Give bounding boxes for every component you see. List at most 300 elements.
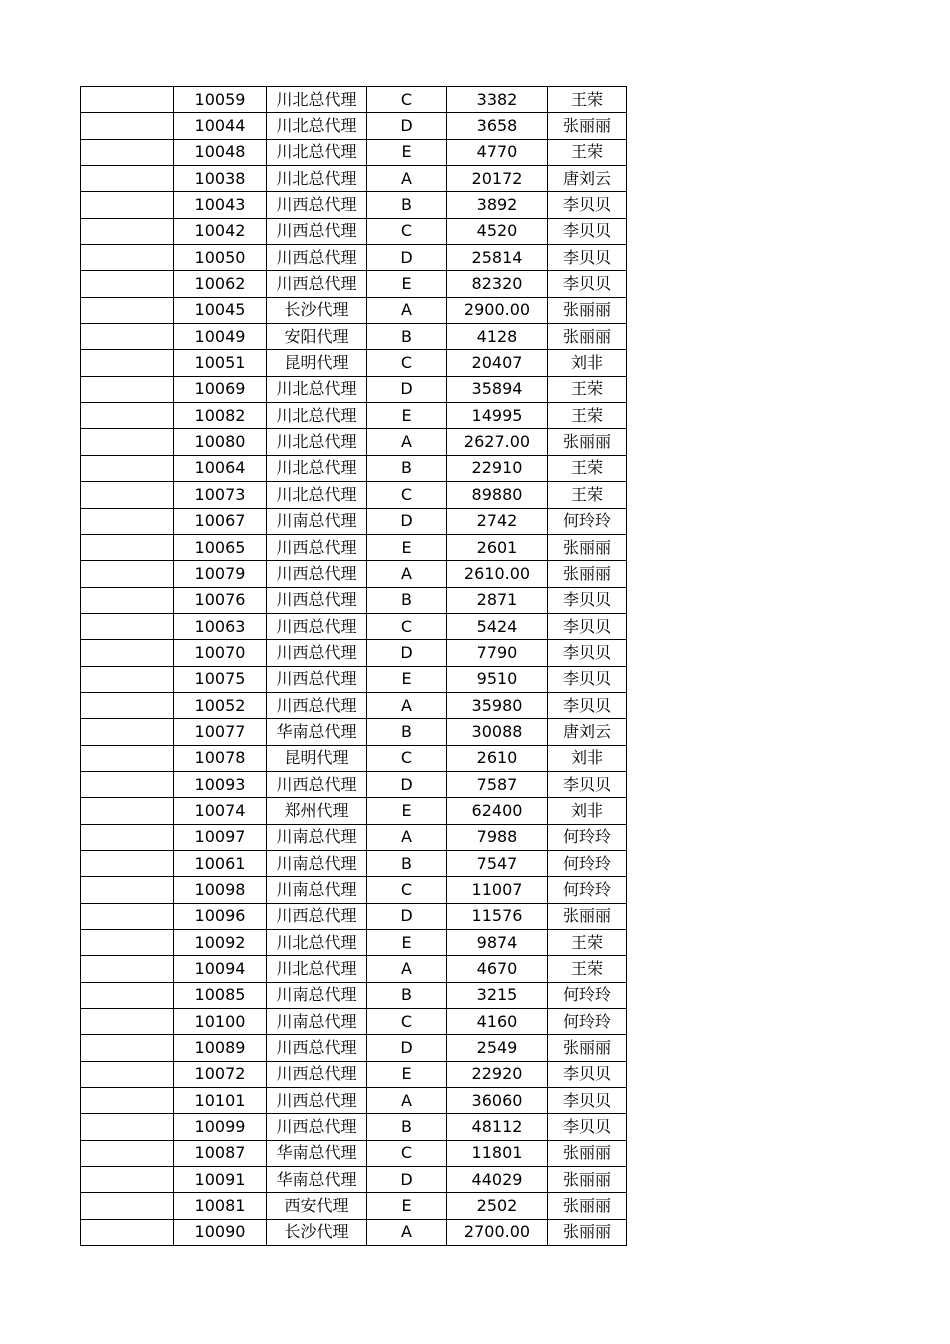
table-row xyxy=(81,166,627,192)
salesperson-cell[interactable]: 王荣 xyxy=(548,455,627,481)
table-row xyxy=(81,1219,627,1245)
order-id-cell[interactable]: 10067 xyxy=(174,508,267,534)
order-id-cell[interactable]: 10072 xyxy=(174,1061,267,1087)
agent-cell[interactable]: 华南总代理 xyxy=(267,1167,367,1193)
order-id-cell[interactable]: 10062 xyxy=(174,271,267,297)
grade-cell[interactable]: B xyxy=(367,324,447,350)
salesperson-cell[interactable]: 李贝贝 xyxy=(548,1061,627,1087)
blank-cell[interactable] xyxy=(81,1009,174,1035)
salesperson-cell[interactable]: 李贝贝 xyxy=(548,218,627,244)
grade-cell[interactable]: D xyxy=(367,903,447,929)
table-row xyxy=(81,376,627,402)
salesperson-cell[interactable]: 李贝贝 xyxy=(548,192,627,218)
amount-cell[interactable]: 2610 xyxy=(447,745,548,771)
salesperson-cell[interactable]: 刘非 xyxy=(548,798,627,824)
table-row xyxy=(81,324,627,350)
amount-cell[interactable]: 20407 xyxy=(447,350,548,376)
amount-cell[interactable]: 14995 xyxy=(447,403,548,429)
blank-cell[interactable] xyxy=(81,903,174,929)
order-id-cell[interactable]: 10080 xyxy=(174,429,267,455)
agent-cell[interactable]: 川西总代理 xyxy=(267,587,367,613)
amount-cell[interactable]: 11576 xyxy=(447,903,548,929)
amount-cell[interactable]: 2700.00 xyxy=(447,1219,548,1245)
agent-cell[interactable]: 川西总代理 xyxy=(267,271,367,297)
amount-cell[interactable]: 2601 xyxy=(447,534,548,560)
blank-cell[interactable] xyxy=(81,719,174,745)
grade-cell[interactable]: E xyxy=(367,930,447,956)
amount-cell[interactable]: 2900.00 xyxy=(447,297,548,323)
order-id-cell[interactable]: 10074 xyxy=(174,798,267,824)
blank-cell[interactable] xyxy=(81,877,174,903)
grade-cell[interactable]: D xyxy=(367,1167,447,1193)
amount-cell[interactable]: 2871 xyxy=(447,587,548,613)
blank-cell[interactable] xyxy=(81,508,174,534)
order-id-cell[interactable]: 10098 xyxy=(174,877,267,903)
table-row xyxy=(81,139,627,165)
grade-cell[interactable]: D xyxy=(367,113,447,139)
blank-cell[interactable] xyxy=(81,1193,174,1219)
blank-cell[interactable] xyxy=(81,534,174,560)
blank-cell[interactable] xyxy=(81,113,174,139)
blank-cell[interactable] xyxy=(81,455,174,481)
agent-cell[interactable]: 川西总代理 xyxy=(267,1088,367,1114)
table-row xyxy=(81,903,627,929)
grade-cell[interactable]: B xyxy=(367,192,447,218)
salesperson-cell[interactable]: 王荣 xyxy=(548,482,627,508)
grade-cell[interactable]: A xyxy=(367,824,447,850)
amount-cell[interactable]: 82320 xyxy=(447,271,548,297)
blank-cell[interactable] xyxy=(81,930,174,956)
amount-cell[interactable]: 9510 xyxy=(447,666,548,692)
salesperson-cell[interactable]: 张丽丽 xyxy=(548,1140,627,1166)
grade-cell[interactable]: C xyxy=(367,877,447,903)
agent-cell[interactable]: 长沙代理 xyxy=(267,297,367,323)
agent-cell[interactable]: 川北总代理 xyxy=(267,113,367,139)
table-row xyxy=(81,113,627,139)
blank-cell[interactable] xyxy=(81,429,174,455)
order-id-cell[interactable]: 10045 xyxy=(174,297,267,323)
grade-cell[interactable]: A xyxy=(367,429,447,455)
agent-cell[interactable]: 川北总代理 xyxy=(267,403,367,429)
order-id-cell[interactable]: 10077 xyxy=(174,719,267,745)
amount-cell[interactable]: 7790 xyxy=(447,640,548,666)
amount-cell[interactable]: 30088 xyxy=(447,719,548,745)
blank-cell[interactable] xyxy=(81,956,174,982)
agent-cell[interactable]: 川北总代理 xyxy=(267,139,367,165)
blank-cell[interactable] xyxy=(81,166,174,192)
salesperson-cell[interactable]: 唐刘云 xyxy=(548,166,627,192)
grade-cell[interactable]: E xyxy=(367,139,447,165)
amount-cell[interactable]: 4160 xyxy=(447,1009,548,1035)
order-id-cell[interactable]: 10061 xyxy=(174,850,267,876)
order-id-cell[interactable]: 10101 xyxy=(174,1088,267,1114)
agent-cell[interactable]: 川西总代理 xyxy=(267,245,367,271)
amount-cell[interactable]: 44029 xyxy=(447,1167,548,1193)
table-row xyxy=(81,455,627,481)
table-row xyxy=(81,1193,627,1219)
amount-cell[interactable]: 7988 xyxy=(447,824,548,850)
agent-cell[interactable]: 川北总代理 xyxy=(267,455,367,481)
order-id-cell[interactable]: 10059 xyxy=(174,87,267,113)
table-body xyxy=(81,87,627,1246)
blank-cell[interactable] xyxy=(81,1088,174,1114)
grade-cell[interactable]: A xyxy=(367,166,447,192)
agent-cell[interactable]: 华南总代理 xyxy=(267,719,367,745)
salesperson-cell[interactable]: 张丽丽 xyxy=(548,1193,627,1219)
amount-cell[interactable]: 3382 xyxy=(447,87,548,113)
amount-cell[interactable]: 36060 xyxy=(447,1088,548,1114)
salesperson-cell[interactable]: 何玲玲 xyxy=(548,1009,627,1035)
table-row xyxy=(81,218,627,244)
agent-cell[interactable]: 川西总代理 xyxy=(267,192,367,218)
grade-cell[interactable]: B xyxy=(367,982,447,1008)
order-id-cell[interactable]: 10052 xyxy=(174,692,267,718)
blank-cell[interactable] xyxy=(81,666,174,692)
salesperson-cell[interactable]: 李贝贝 xyxy=(548,613,627,639)
agent-cell[interactable]: 长沙代理 xyxy=(267,1219,367,1245)
amount-cell[interactable]: 2610.00 xyxy=(447,561,548,587)
blank-cell[interactable] xyxy=(81,850,174,876)
agent-cell[interactable]: 川西总代理 xyxy=(267,218,367,244)
order-id-cell[interactable]: 10063 xyxy=(174,613,267,639)
salesperson-cell[interactable]: 王荣 xyxy=(548,87,627,113)
order-id-cell[interactable]: 10079 xyxy=(174,561,267,587)
salesperson-cell[interactable]: 李贝贝 xyxy=(548,271,627,297)
order-id-cell[interactable]: 10065 xyxy=(174,534,267,560)
order-id-cell[interactable]: 10091 xyxy=(174,1167,267,1193)
salesperson-cell[interactable]: 唐刘云 xyxy=(548,719,627,745)
agent-cell[interactable]: 川西总代理 xyxy=(267,1061,367,1087)
order-id-cell[interactable]: 10043 xyxy=(174,192,267,218)
amount-cell[interactable]: 62400 xyxy=(447,798,548,824)
agent-cell[interactable]: 川西总代理 xyxy=(267,613,367,639)
table-row xyxy=(81,798,627,824)
salesperson-cell[interactable]: 何玲玲 xyxy=(548,982,627,1008)
agent-cell[interactable]: 川西总代理 xyxy=(267,692,367,718)
blank-cell[interactable] xyxy=(81,1114,174,1140)
order-id-cell[interactable]: 10049 xyxy=(174,324,267,350)
agent-cell[interactable]: 川北总代理 xyxy=(267,429,367,455)
order-id-cell[interactable]: 10069 xyxy=(174,376,267,402)
grade-cell[interactable]: D xyxy=(367,245,447,271)
grade-cell[interactable]: A xyxy=(367,956,447,982)
amount-cell[interactable]: 20172 xyxy=(447,166,548,192)
grade-cell[interactable]: D xyxy=(367,508,447,534)
table-row xyxy=(81,350,627,376)
blank-cell[interactable] xyxy=(81,692,174,718)
table-row xyxy=(81,192,627,218)
blank-cell[interactable] xyxy=(81,271,174,297)
agent-cell[interactable]: 川南总代理 xyxy=(267,824,367,850)
grade-cell[interactable]: C xyxy=(367,218,447,244)
grade-cell[interactable]: E xyxy=(367,1061,447,1087)
amount-cell[interactable]: 22910 xyxy=(447,455,548,481)
agent-cell[interactable]: 川西总代理 xyxy=(267,903,367,929)
order-id-cell[interactable]: 10075 xyxy=(174,666,267,692)
grade-cell[interactable]: A xyxy=(367,1088,447,1114)
order-id-cell[interactable]: 10089 xyxy=(174,1035,267,1061)
grade-cell[interactable]: E xyxy=(367,798,447,824)
blank-cell[interactable] xyxy=(81,587,174,613)
agent-cell[interactable]: 郑州代理 xyxy=(267,798,367,824)
blank-cell[interactable] xyxy=(81,87,174,113)
salesperson-cell[interactable]: 李贝贝 xyxy=(548,1114,627,1140)
table-row xyxy=(81,403,627,429)
grade-cell[interactable]: D xyxy=(367,1035,447,1061)
amount-cell[interactable]: 22920 xyxy=(447,1061,548,1087)
blank-cell[interactable] xyxy=(81,218,174,244)
amount-cell[interactable]: 3658 xyxy=(447,113,548,139)
grade-cell[interactable]: C xyxy=(367,1140,447,1166)
grade-cell[interactable]: B xyxy=(367,455,447,481)
agent-cell[interactable]: 川西总代理 xyxy=(267,1114,367,1140)
spreadsheet-table xyxy=(80,86,627,1246)
salesperson-cell[interactable]: 张丽丽 xyxy=(548,429,627,455)
amount-cell[interactable]: 2502 xyxy=(447,1193,548,1219)
agent-cell[interactable]: 川西总代理 xyxy=(267,534,367,560)
table-row xyxy=(81,956,627,982)
table-row xyxy=(81,87,627,113)
order-id-cell[interactable]: 10082 xyxy=(174,403,267,429)
table-row xyxy=(81,1114,627,1140)
table-row xyxy=(81,850,627,876)
blank-cell[interactable] xyxy=(81,139,174,165)
order-id-cell[interactable]: 10092 xyxy=(174,930,267,956)
table-row xyxy=(81,1088,627,1114)
table-row xyxy=(81,930,627,956)
grade-cell[interactable]: C xyxy=(367,745,447,771)
order-id-cell[interactable]: 10093 xyxy=(174,771,267,797)
agent-cell[interactable]: 川北总代理 xyxy=(267,376,367,402)
table-row xyxy=(81,429,627,455)
blank-cell[interactable] xyxy=(81,1219,174,1245)
salesperson-cell[interactable]: 张丽丽 xyxy=(548,561,627,587)
order-id-cell[interactable]: 10100 xyxy=(174,1009,267,1035)
grade-cell[interactable]: C xyxy=(367,482,447,508)
amount-cell[interactable]: 35894 xyxy=(447,376,548,402)
salesperson-cell[interactable]: 何玲玲 xyxy=(548,850,627,876)
grade-cell[interactable]: C xyxy=(367,350,447,376)
blank-cell[interactable] xyxy=(81,982,174,1008)
order-id-cell[interactable]: 10094 xyxy=(174,956,267,982)
amount-cell[interactable]: 2549 xyxy=(447,1035,548,1061)
salesperson-cell[interactable]: 李贝贝 xyxy=(548,587,627,613)
salesperson-cell[interactable]: 李贝贝 xyxy=(548,771,627,797)
grade-cell[interactable]: C xyxy=(367,613,447,639)
table-row xyxy=(81,824,627,850)
blank-cell[interactable] xyxy=(81,745,174,771)
amount-cell[interactable]: 11801 xyxy=(447,1140,548,1166)
grade-cell[interactable]: E xyxy=(367,1193,447,1219)
grade-cell[interactable]: C xyxy=(367,87,447,113)
agent-cell[interactable]: 川南总代理 xyxy=(267,1009,367,1035)
agent-cell[interactable]: 川北总代理 xyxy=(267,956,367,982)
grade-cell[interactable]: A xyxy=(367,692,447,718)
amount-cell[interactable]: 4128 xyxy=(447,324,548,350)
amount-cell[interactable]: 35980 xyxy=(447,692,548,718)
grade-cell[interactable]: D xyxy=(367,376,447,402)
table-row xyxy=(81,613,627,639)
order-id-cell[interactable]: 10085 xyxy=(174,982,267,1008)
salesperson-cell[interactable]: 张丽丽 xyxy=(548,113,627,139)
blank-cell[interactable] xyxy=(81,297,174,323)
agent-cell[interactable]: 川西总代理 xyxy=(267,640,367,666)
grade-cell[interactable]: B xyxy=(367,587,447,613)
amount-cell[interactable]: 2627.00 xyxy=(447,429,548,455)
agent-cell[interactable]: 川南总代理 xyxy=(267,877,367,903)
salesperson-cell[interactable]: 刘非 xyxy=(548,350,627,376)
salesperson-cell[interactable]: 何玲玲 xyxy=(548,508,627,534)
grade-cell[interactable]: E xyxy=(367,403,447,429)
amount-cell[interactable]: 5424 xyxy=(447,613,548,639)
grade-cell[interactable]: B xyxy=(367,719,447,745)
salesperson-cell[interactable]: 刘非 xyxy=(548,745,627,771)
agent-cell[interactable]: 川西总代理 xyxy=(267,1035,367,1061)
salesperson-cell[interactable]: 李贝贝 xyxy=(548,692,627,718)
amount-cell[interactable]: 7587 xyxy=(447,771,548,797)
order-id-cell[interactable]: 10050 xyxy=(174,245,267,271)
table-row xyxy=(81,297,627,323)
agent-cell[interactable]: 川北总代理 xyxy=(267,87,367,113)
amount-cell[interactable]: 48112 xyxy=(447,1114,548,1140)
amount-cell[interactable]: 7547 xyxy=(447,850,548,876)
amount-cell[interactable]: 3215 xyxy=(447,982,548,1008)
grade-cell[interactable]: D xyxy=(367,771,447,797)
blank-cell[interactable] xyxy=(81,1035,174,1061)
amount-cell[interactable]: 25814 xyxy=(447,245,548,271)
table-row xyxy=(81,982,627,1008)
table-row xyxy=(81,877,627,903)
order-id-cell[interactable]: 10064 xyxy=(174,455,267,481)
agent-cell[interactable]: 川北总代理 xyxy=(267,930,367,956)
salesperson-cell[interactable]: 张丽丽 xyxy=(548,297,627,323)
salesperson-cell[interactable]: 何玲玲 xyxy=(548,824,627,850)
salesperson-cell[interactable]: 李贝贝 xyxy=(548,666,627,692)
blank-cell[interactable] xyxy=(81,350,174,376)
grade-cell[interactable]: C xyxy=(367,1009,447,1035)
table-row xyxy=(81,561,627,587)
salesperson-cell[interactable]: 王荣 xyxy=(548,403,627,429)
salesperson-cell[interactable]: 张丽丽 xyxy=(548,1035,627,1061)
grade-cell[interactable]: A xyxy=(367,297,447,323)
order-id-cell[interactable]: 10073 xyxy=(174,482,267,508)
blank-cell[interactable] xyxy=(81,482,174,508)
grade-cell[interactable]: E xyxy=(367,271,447,297)
agent-cell[interactable]: 华南总代理 xyxy=(267,1140,367,1166)
amount-cell[interactable]: 4520 xyxy=(447,218,548,244)
amount-cell[interactable]: 89880 xyxy=(447,482,548,508)
order-id-cell[interactable]: 10081 xyxy=(174,1193,267,1219)
amount-cell[interactable]: 4770 xyxy=(447,139,548,165)
order-id-cell[interactable]: 10070 xyxy=(174,640,267,666)
agent-cell[interactable]: 昆明代理 xyxy=(267,745,367,771)
amount-cell[interactable]: 9874 xyxy=(447,930,548,956)
salesperson-cell[interactable]: 王荣 xyxy=(548,930,627,956)
order-id-cell[interactable]: 10048 xyxy=(174,139,267,165)
table-row xyxy=(81,271,627,297)
table-row xyxy=(81,1061,627,1087)
blank-cell[interactable] xyxy=(81,824,174,850)
order-id-cell[interactable]: 10076 xyxy=(174,587,267,613)
amount-cell[interactable]: 2742 xyxy=(447,508,548,534)
amount-cell[interactable]: 11007 xyxy=(447,877,548,903)
grade-cell[interactable]: E xyxy=(367,666,447,692)
order-id-cell[interactable]: 10044 xyxy=(174,113,267,139)
table-row xyxy=(81,1167,627,1193)
grade-cell[interactable]: A xyxy=(367,1219,447,1245)
order-id-cell[interactable]: 10099 xyxy=(174,1114,267,1140)
table-row xyxy=(81,640,627,666)
agent-cell[interactable]: 川南总代理 xyxy=(267,982,367,1008)
blank-cell[interactable] xyxy=(81,376,174,402)
blank-cell[interactable] xyxy=(81,245,174,271)
agent-cell[interactable]: 川西总代理 xyxy=(267,666,367,692)
blank-cell[interactable] xyxy=(81,1061,174,1087)
order-id-cell[interactable]: 10051 xyxy=(174,350,267,376)
agent-cell[interactable]: 川北总代理 xyxy=(267,482,367,508)
blank-cell[interactable] xyxy=(81,798,174,824)
blank-cell[interactable] xyxy=(81,640,174,666)
table-row xyxy=(81,587,627,613)
blank-cell[interactable] xyxy=(81,613,174,639)
order-id-cell[interactable]: 10042 xyxy=(174,218,267,244)
blank-cell[interactable] xyxy=(81,403,174,429)
grade-cell[interactable]: A xyxy=(367,561,447,587)
order-id-cell[interactable]: 10097 xyxy=(174,824,267,850)
blank-cell[interactable] xyxy=(81,771,174,797)
salesperson-cell[interactable]: 王荣 xyxy=(548,376,627,402)
blank-cell[interactable] xyxy=(81,192,174,218)
agent-cell[interactable]: 安阳代理 xyxy=(267,324,367,350)
agent-cell[interactable]: 川南总代理 xyxy=(267,508,367,534)
blank-cell[interactable] xyxy=(81,1140,174,1166)
salesperson-cell[interactable]: 张丽丽 xyxy=(548,903,627,929)
grade-cell[interactable]: D xyxy=(367,640,447,666)
table-row xyxy=(81,245,627,271)
agent-cell[interactable]: 川南总代理 xyxy=(267,850,367,876)
agent-cell[interactable]: 西安代理 xyxy=(267,1193,367,1219)
amount-cell[interactable]: 3892 xyxy=(447,192,548,218)
agent-cell[interactable]: 川西总代理 xyxy=(267,771,367,797)
salesperson-cell[interactable]: 张丽丽 xyxy=(548,324,627,350)
order-id-cell[interactable]: 10078 xyxy=(174,745,267,771)
salesperson-cell[interactable]: 王荣 xyxy=(548,956,627,982)
agent-cell[interactable]: 昆明代理 xyxy=(267,350,367,376)
grade-cell[interactable]: B xyxy=(367,850,447,876)
salesperson-cell[interactable]: 何玲玲 xyxy=(548,877,627,903)
salesperson-cell[interactable]: 李贝贝 xyxy=(548,640,627,666)
agent-cell[interactable]: 川北总代理 xyxy=(267,166,367,192)
amount-cell[interactable]: 4670 xyxy=(447,956,548,982)
order-id-cell[interactable]: 10090 xyxy=(174,1219,267,1245)
blank-cell[interactable] xyxy=(81,561,174,587)
salesperson-cell[interactable]: 王荣 xyxy=(548,139,627,165)
salesperson-cell[interactable]: 张丽丽 xyxy=(548,534,627,560)
order-id-cell[interactable]: 10087 xyxy=(174,1140,267,1166)
agent-cell[interactable]: 川西总代理 xyxy=(267,561,367,587)
salesperson-cell[interactable]: 李贝贝 xyxy=(548,1088,627,1114)
grade-cell[interactable]: E xyxy=(367,534,447,560)
order-id-cell[interactable]: 10038 xyxy=(174,166,267,192)
salesperson-cell[interactable]: 张丽丽 xyxy=(548,1167,627,1193)
order-id-cell[interactable]: 10096 xyxy=(174,903,267,929)
table-row xyxy=(81,534,627,560)
salesperson-cell[interactable]: 李贝贝 xyxy=(548,245,627,271)
blank-cell[interactable] xyxy=(81,324,174,350)
blank-cell[interactable] xyxy=(81,1167,174,1193)
grade-cell[interactable]: B xyxy=(367,1114,447,1140)
salesperson-cell[interactable]: 张丽丽 xyxy=(548,1219,627,1245)
